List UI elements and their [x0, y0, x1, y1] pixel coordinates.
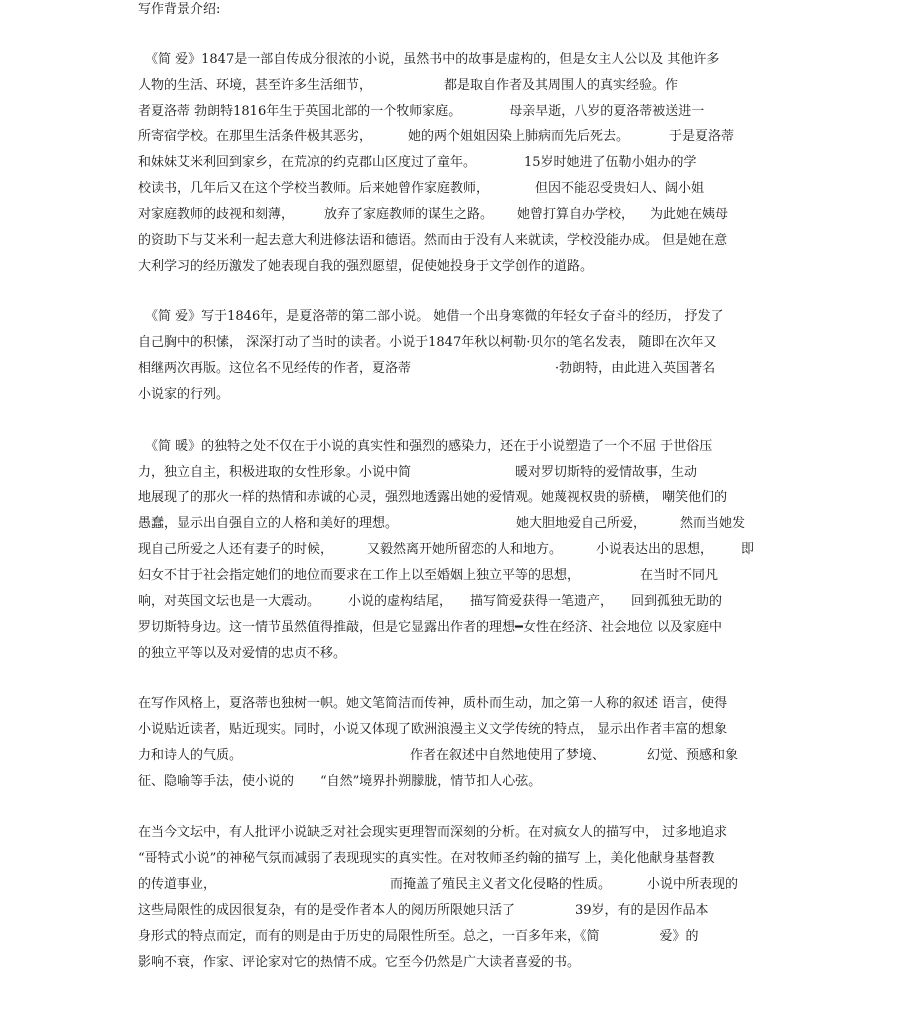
- paragraph-line: [138, 127, 782, 147]
- paragraph-line: [138, 179, 782, 199]
- text-segment: 母亲早逝，八岁的夏洛蒂被送进一: [509, 104, 705, 119]
- text-segment: 都是取自作者及其周围人的真实经验。作: [444, 78, 679, 93]
- paragraph-line: [138, 592, 782, 612]
- text-segment: “自然”境界扑朔朦胧，情节扣人心弦。: [320, 774, 542, 789]
- text-segment: 在当今文坛中，有人批评小说缺乏对社会现实更理智而深刻的分析。在对疯女人的描写中， 过多地追求: [138, 825, 728, 840]
- text-segment: 的独立平等以及对爱情的忠贞不移。: [138, 646, 347, 661]
- paragraph-line: [145, 437, 782, 457]
- paragraph-line: [138, 463, 782, 483]
- text-segment: 在当时不同凡: [640, 568, 719, 583]
- text-segment: 力，独立自主，积极进取的女性形象。小说中简: [138, 465, 412, 480]
- text-segment: 力和诗人的气质。: [138, 748, 243, 763]
- text-segment: 幻觉、预感和象: [647, 748, 739, 763]
- text-segment: 15岁时她进了伍勒小姐办的学: [524, 155, 697, 170]
- text-segment: 响，对英国文坛也是一大震动。: [138, 594, 321, 609]
- paragraph-line: [138, 540, 782, 560]
- paragraph-line: [138, 333, 782, 353]
- paragraph-line: [138, 76, 782, 96]
- text-segment: 即: [741, 542, 755, 557]
- text-segment: 《简 爱》写于1846年，是夏洛蒂的第二部小说。 她借一个出身寒微的年轻女子奋斗的经历， 抒发了: [145, 309, 724, 324]
- text-segment: 影响不衰，作家、评论家对它的热情不成。它至今仍然是广大读者喜爱的书。: [138, 955, 581, 970]
- paragraph-line: [138, 927, 782, 947]
- text-segment: 罗切斯特身边。这一情节虽然值得推敲，但是它显露出作者的理想━女性在经济、社会地位 以及家庭中: [138, 620, 722, 635]
- paragraph-line: [138, 901, 782, 921]
- text-segment: 校读书，几年后又在这个学校当教师。后来她曾作家庭教师，: [138, 181, 490, 196]
- text-segment: 的传道事业，: [138, 877, 217, 892]
- text-segment: 描写简爱获得一笔遗产，: [470, 594, 614, 609]
- paragraph-line: [138, 849, 782, 869]
- text-segment: 但因不能忍受贵妇人、阔小姐: [535, 181, 705, 196]
- text-segment: 放弃了家庭教师的谋生之路。: [324, 207, 494, 222]
- text-segment: 小说的虚构结尾，: [348, 594, 453, 609]
- paragraph-line: [145, 307, 782, 327]
- text-segment: 地展现了的那火一样的热情和赤诚的心灵，强烈地透露出她的爱情观。她蔑视权贵的骄横， 嘲笑他们的: [138, 490, 728, 505]
- paragraph-line: [138, 205, 782, 225]
- paragraph-line: [138, 257, 782, 277]
- paragraph-line: [138, 772, 782, 792]
- text-segment: 身形式的特点而定，而有的则是由于历史的局限性所至。总之，一百多年来，《简: [138, 929, 600, 944]
- text-segment: 回到孤独无助的: [631, 594, 723, 609]
- text-segment: 她大胆地爱自己所爱，: [516, 516, 647, 531]
- text-segment: 在写作风格上，夏洛蒂也独树一帜。她文笔简洁而传神，质朴而生动，加之第一人称的叙述 语言，使得: [138, 696, 728, 711]
- text-segment: 所寄宿学校。在那里生活条件极其恶劣，: [138, 129, 373, 144]
- paragraph-line: [138, 566, 782, 586]
- paragraph-line: [138, 875, 782, 895]
- paragraph-line: [145, 50, 782, 70]
- paragraph-line: [138, 231, 782, 251]
- text-segment: 者夏洛蒂 勃朗特1816年生于英国北部的一个牧师家庭。: [138, 104, 462, 119]
- text-segment: 爱》的: [659, 929, 699, 944]
- paragraph-line: [138, 694, 782, 714]
- paragraph-line: [138, 823, 782, 843]
- text-segment: 小说家的行列。: [138, 387, 230, 402]
- text-segment: 暖对罗切斯特的爱情故事，生动: [515, 465, 698, 480]
- document-heading: 写作背景介绍:: [138, 2, 221, 17]
- paragraph-line: [138, 746, 782, 766]
- text-segment: 她的两个姐姐因染上肺病而先后死去。: [408, 129, 630, 144]
- text-segment: 相继两次再版。这位名不见经传的作者，夏洛蒂: [138, 361, 412, 376]
- paragraph-line: [138, 953, 782, 973]
- text-segment: 妇女不甘于社会指定她们的地位而要求在工作上以至婚姻上独立平等的思想，: [138, 568, 581, 583]
- paragraph-line: [138, 644, 782, 664]
- text-segment: 她曾打算自办学校，: [517, 207, 635, 222]
- text-segment: 现自己所爱之人还有妻子的时候，: [138, 542, 334, 557]
- text-segment: 这些局限性的成因很复杂，有的是受作者本人的阅历所限她只活了: [138, 903, 516, 918]
- text-segment: 的资助下与艾米利一起去意大利进修法语和德语。然而由于没有人来就读，学校没能办成。 但是她在意: [138, 233, 728, 248]
- paragraph-line: [138, 720, 782, 740]
- text-segment: 小说中所表现的: [647, 877, 739, 892]
- text-segment: 而掩盖了殖民主义者文化侵略的性质。: [390, 877, 612, 892]
- text-segment: “哥特式小说”的神秘气氛而减弱了表现现实的真实性。在对牧师圣约翰的描写 上，美化他献身基督教: [138, 851, 715, 866]
- text-segment: 和妹妹艾米利回到家乡，在荒凉的约克郡山区度过了童年。: [138, 155, 477, 170]
- text-segment: 《简 爱》1847是一部自传成分很浓的小说，虽然书中的故事是虚构的，但是女主人公以及 其他许多: [145, 52, 720, 67]
- paragraph-line: [138, 153, 782, 173]
- text-segment: 又毅然离开她所留恋的人和地方。: [367, 542, 563, 557]
- text-segment: 作者在叙述中自然地使用了梦境、: [410, 748, 606, 763]
- paragraph-line: [138, 488, 782, 508]
- text-segment: 大利学习的经历激发了她表现自我的强烈愿望，促使她投身于文学创作的道路。: [138, 259, 594, 274]
- paragraph-line: [138, 385, 782, 405]
- text-segment: 于是夏洛蒂: [669, 129, 735, 144]
- text-segment: 人物的生活、环境，甚至许多生活细节，: [138, 78, 373, 93]
- paragraph-line: [138, 359, 782, 379]
- paragraph-line: [138, 102, 782, 122]
- text-segment: 《简 暖》的独特之处不仅在于小说的真实性和强烈的感染力，还在于小说塑造了一个不屈 于世俗压: [145, 439, 713, 454]
- text-segment: 对家庭教师的歧视和刻薄，: [138, 207, 295, 222]
- paragraph-line: [138, 514, 782, 534]
- text-segment: 然而当她发: [680, 516, 746, 531]
- text-segment: 征、隐喻等手法，使小说的: [138, 774, 295, 789]
- text-segment: 自己胸中的积愫， 深深打动了当时的读者。小说于1847年秋以柯勒·贝尔的笔名发表， 随即在次年又: [138, 335, 717, 350]
- paragraph-line: [138, 618, 782, 638]
- text-segment: 为此她在姨母: [650, 207, 729, 222]
- text-segment: 小说贴近读者，贴近现实。同时，小说又体现了欧洲浪漫主义文学传统的特点， 显示出作者丰富的想象: [138, 722, 728, 737]
- text-segment: 愚蠢，显示出自强自立的人格和美好的理想。: [138, 516, 399, 531]
- text-segment: 小说表达出的思想，: [596, 542, 714, 557]
- text-segment: 39岁，有的是因作品本: [575, 903, 709, 918]
- text-segment: ·勃朗特，由此进入英国著名: [555, 361, 716, 376]
